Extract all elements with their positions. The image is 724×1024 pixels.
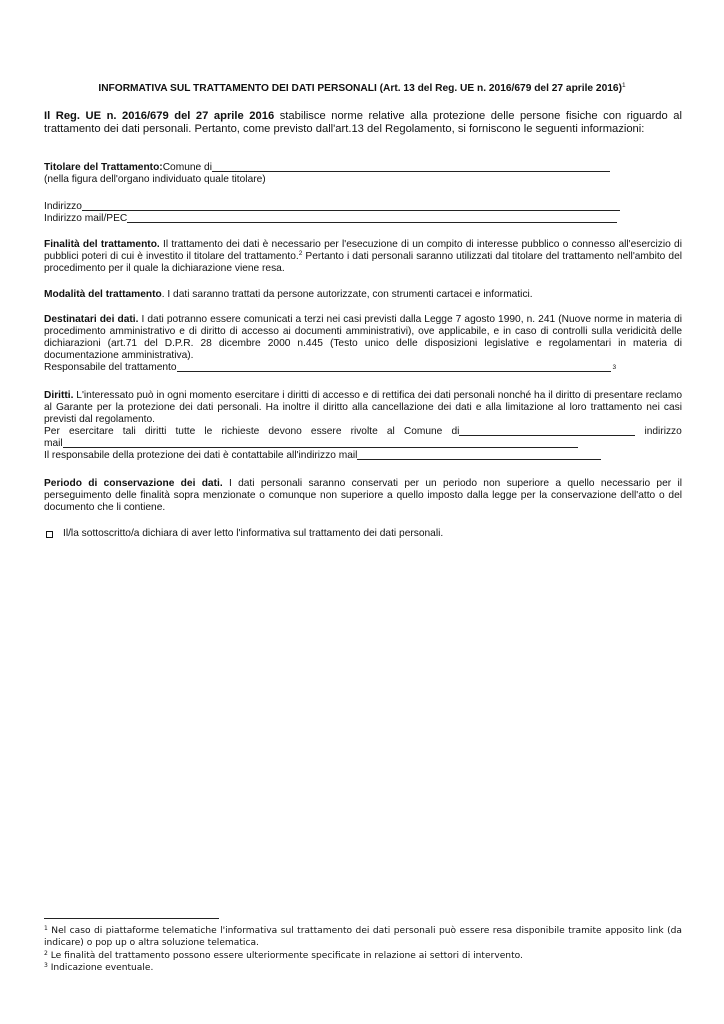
finalita-text-1: Il trattamento dei dati è necessario per l'esecuzione di un compito di interesse pubblico o connesso all'esercizio di pubblici poteri di cui è investito il titolare del trattamento. <box>44 239 682 263</box>
richieste-word: le <box>204 426 213 438</box>
comune-field[interactable] <box>212 161 610 172</box>
richieste-word: tutte <box>175 426 196 438</box>
finalita-label: Finalità del trattamento. <box>44 239 160 250</box>
richieste-word: essere <box>310 426 342 438</box>
footnote-text: Nel caso di piattaforme telematiche l'informativa sul trattamento dei dati personali può essere resa disponibile tramite apposito link (da indicare) o pop up o altra soluzione telematica. <box>44 926 682 949</box>
mail-pec-row <box>44 213 682 225</box>
intro-regulation: Il Reg. UE n. 2016/679 del 27 aprile 2016 <box>44 110 275 122</box>
footnote-number: 1 <box>44 925 48 932</box>
footnote-separator <box>44 918 219 919</box>
footnote-number: 2 <box>44 949 48 957</box>
finalita-paragraph <box>44 239 682 275</box>
comune-label: Comune di <box>162 161 212 173</box>
footnotes <box>44 925 682 975</box>
richieste-word: di <box>451 426 460 438</box>
modalita-label: Modalità del trattamento <box>44 289 162 300</box>
richieste-word: Per <box>44 426 60 438</box>
titolare-label: Titolare del Trattamento: <box>44 161 163 173</box>
footnote-number: 3 <box>44 962 48 970</box>
modalita-text: . I dati saranno trattati da persone autorizzate, con strumenti cartacei e informatici. <box>161 289 533 300</box>
responsabile-label: Responsabile del trattamento <box>44 362 177 374</box>
indirizzo-field[interactable] <box>82 200 620 211</box>
conservazione-label: Periodo di conservazione dei dati. <box>44 478 223 489</box>
richieste-word: tali <box>122 426 136 438</box>
richieste-word: esercitare <box>68 426 114 438</box>
rpd-row <box>44 450 682 462</box>
dichiarazione-checkbox[interactable] <box>46 531 53 538</box>
footnote-ref-1: 1 <box>622 82 626 89</box>
destinatari-label: Destinatari dei dati. <box>44 314 139 325</box>
destinatari-paragraph <box>44 314 682 362</box>
dichiarazione-section <box>44 528 682 540</box>
footnote-ref-3: 3 <box>612 364 617 372</box>
titolare-section <box>44 162 682 186</box>
diritti-paragraph <box>44 390 682 426</box>
footnote-text: Le finalità del trattamento possono essere ulteriormente specificate in relazione ai settori di intervento. <box>47 950 523 961</box>
rpd-label: Il responsabile della protezione dei dati è contattabile all'indirizzo mail <box>44 450 358 462</box>
richieste-word: indirizzo <box>644 426 682 438</box>
richieste-word: devono <box>268 426 302 438</box>
richieste-word: al <box>386 426 395 438</box>
footnote-3 <box>44 962 682 974</box>
responsabile-row <box>44 362 682 374</box>
modalita-paragraph <box>44 289 682 301</box>
footnote-text: Indicazione eventuale. <box>47 963 154 974</box>
diritti-mail-label: mail <box>44 438 63 450</box>
document-title <box>0 83 724 95</box>
richieste-word: rivolte <box>350 426 378 438</box>
richieste-word: Comune <box>403 426 443 438</box>
rpd-mail-field[interactable] <box>357 449 601 460</box>
richieste-word: diritti <box>144 426 167 438</box>
diritti-comune-field[interactable] <box>459 425 635 436</box>
titolare-row <box>44 162 682 174</box>
indirizzo-section <box>44 201 682 225</box>
responsabile-field[interactable] <box>177 361 611 372</box>
dichiarazione-text: Il/la sottoscritto/a dichiara di aver letto l'informativa sul trattamento dei dati personali. <box>63 528 444 539</box>
intro-paragraph <box>44 110 682 137</box>
destinatari-section <box>44 314 682 374</box>
document-title-text: INFORMATIVA SUL TRATTAMENTO DEI DATI PERSONALI (Art. 13 del Reg. UE n. 2016/679 del 27 aprile 2016) <box>98 83 622 94</box>
richieste-word: richieste <box>221 426 260 438</box>
intro-text: stabilisce norme relative alla protezione delle persone fisiche con riguardo al trattamento dei dati personali. Pertanto, come previsto dall'art.13 del Regolamento, si forniscono le seguenti informazioni: <box>44 110 682 136</box>
dichiarazione-row <box>44 528 682 540</box>
footnote-1 <box>44 925 682 950</box>
diritti-text: L'interessato può in ogni momento esercitare i diritti di accesso e di rettifica dei dati personali nonché ha il diritto di presentare reclamo al Garante per la protezione dei dati personali. Ha inoltre il diritto alla cancellazione dei dati e alla limitazione al loro trattamento nei casi previsti dal regolamento. <box>44 390 682 426</box>
destinatari-text: I dati potranno essere comunicati a terzi nei casi previsti dalla Legge 7 agosto 1990, n. 241 (Nuove norme in materia di procedimento amministrativo e di diritto di accesso ai documenti amministrativi), ove applicabile, e in caso di controlli sulla veridicità delle dichiarazioni (art.71 del D.P.R. 28 dicembre 2000 n.445 (Testo unico delle disposizioni legislative e regolamentari in materia di documentazione amministrativa). <box>44 314 682 362</box>
mail-pec-field[interactable] <box>127 212 617 223</box>
diritti-mail-field[interactable] <box>63 437 578 448</box>
conservazione-text: I dati personali saranno conservati per un periodo non superiore a quello necessario per il perseguimento delle finalità sopra menzionate o comunque non superiore a quello imposto dalla legge per la conservazione dell'atto o del documento che li contiene. <box>44 478 682 514</box>
mail-pec-label: Indirizzo mail/PEC <box>44 212 128 224</box>
diritti-label: Diritti. <box>44 390 74 401</box>
diritti-section <box>44 390 682 462</box>
conservazione-paragraph <box>44 478 682 514</box>
titolare-note: (nella figura dell'organo individuato quale titolare) <box>44 174 266 185</box>
indirizzo-label: Indirizzo <box>44 200 82 212</box>
finalita-text-2: Pertanto i dati personali saranno utilizzati dal titolare del trattamento nell'ambito del procedimento per il quale la dichiarazione viene resa. <box>44 251 683 275</box>
footnote-2 <box>44 950 682 962</box>
footnote-ref-2: 2 <box>298 250 303 258</box>
